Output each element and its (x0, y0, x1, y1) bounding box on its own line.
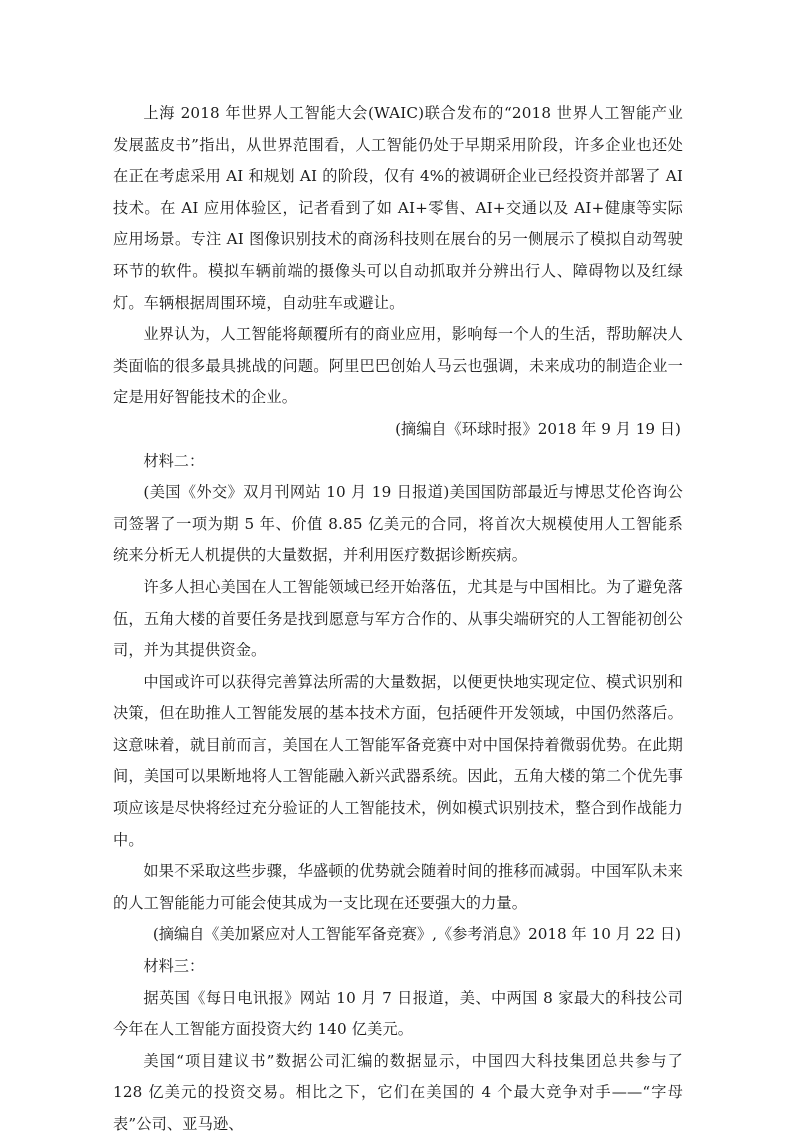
document-page (113, 98, 683, 1141)
paragraph-falling-behind: 许多人担心美国在人工智能领域已经开始落伍，尤其是与中国相比。为了避免落伍，五角大楼的首要任务是找到愿意与军方合作的、从事尖端研究的人工智能初创公司，并为其提供资金。 (113, 577, 683, 660)
material-3-heading: 材料三： (143, 957, 205, 976)
paragraph-china-data: 中国或许可以获得完善算法所需的大量数据，以便更快地实现定位、模式识别和决策，但在助推人工智能发展的基本技术方面，包括硬件开发领域，中国仍然落后。这意味着，就目前而言，美国在人工智能军备竞赛中对中国保持着微弱优势。在此期间，美国可以果断地将人工智能融入新兴武器系统。因此，五角大楼的第二个优先事项应该是尽快将经过充分验证的人工智能技术，例如模式识别技术，整合到作战能力中。 (113, 672, 683, 849)
paragraph-industry-view: 业界认为，人工智能将颠覆所有的商业应用，影响每一个人的生活，帮助解决人类面临的很多最具挑战的问题。阿里巴巴创始人马云也强调，未来成功的制造企业一定是用好智能技术的企业。 (113, 325, 683, 407)
source-citation-2: (摘编自《美加紧应对人工智能军备竞赛》,《参考消息》2018 年 10 月 22 日) (152, 925, 681, 944)
paragraph-foreign-policy: (美国《外交》双月刊网站 10 月 19 日报道)美国国防部最近与博思艾伦咨询公司签署了一项为期 5 年、价值 8.85 亿美元的合同，将首次大规模使用人工智能系统来分析无人机提供的大量数据，并利用医疗数据诊断疾病。 (113, 483, 683, 565)
paragraph-waic-report: 上海 2018 年世界人工智能大会(WAIC)联合发布的“2018 世界人工智能产业发展蓝皮书”指出，从世界范围看，人工智能仍处于早期采用阶段，许多企业也还处在正在考虑采用 AI 和规划 AI 的阶段，仅有 4%的被调研企业已经投资并部署了 AI 技术。在 AI 应用体验区，记者看到了如 AI+零售、AI+交通以及 AI+健康等实际应用场景。专注 AI 图像识别技术的商汤科技则在展台的另一侧展示了模拟自动驾驶环节的软件。模拟车辆前端的摄像头可以自动抓取并分辨出行人、障碍物以及红绿灯。车辆根据周围环境，自动驻车或避让。 (113, 104, 683, 312)
paragraph-washington-advantage: 如果不采取这些步骤，华盛顿的优势就会随着时间的推移而减弱。中国军队未来的人工智能能力可能会使其成为一支比现在还要强大的力量。 (113, 862, 683, 912)
paragraph-daily-telegraph: 据英国《每日电讯报》网站 10 月 7 日报道，美、中两国 8 家最大的科技公司今年在人工智能方面投资大约 140 亿美元。 (113, 988, 683, 1039)
source-citation-1: (摘编自《环球时报》2018 年 9 月 19 日) (395, 419, 681, 438)
material-2-heading: 材料二： (143, 451, 205, 470)
paragraph-project-proposal: 美国“项目建议书”数据公司汇编的数据显示，中国四大科技集团总共参与了 128 亿美元的投资交易。相比之下，它们在美国的 4 个最大竞争对手——“字母表”公司、亚马逊、 (113, 1051, 683, 1133)
